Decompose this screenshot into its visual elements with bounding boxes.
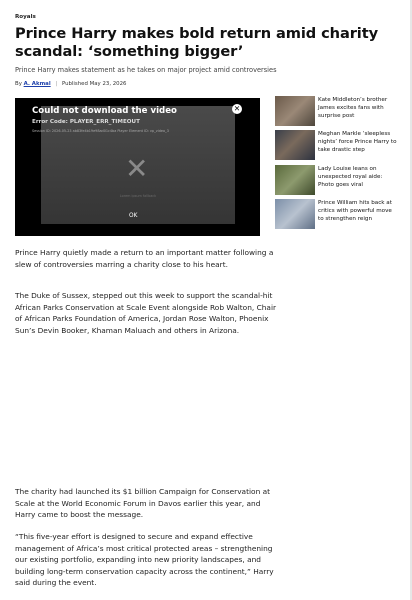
related-story-title[interactable]: Kate Middleton’s brother James excites fans with surprise post: [318, 97, 388, 119]
related-story-title[interactable]: Lady Louise leans on unexpected royal aide: Photo goes viral: [318, 166, 383, 188]
related-story-1[interactable]: [275, 96, 399, 126]
headline: Prince Harry makes bold return amid charity scandal: ‘something bigger’: [15, 25, 378, 60]
related-story-title[interactable]: Meghan Markle ‘sleepless nights’ force Prince Harry to take drastic step: [318, 131, 397, 153]
category-label[interactable]: Royals: [15, 14, 36, 20]
related-story-3[interactable]: [275, 165, 399, 195]
byline-separator: |: [55, 81, 58, 87]
article-paragraph-2: The Duke of Sussex, stepped out this week to support the scandal-hit African Parks Conservation at Scale Event alongside Rob Walton, Chair of African Parks Foundation of America, Jordan Rose Walton, Phoenix Sun’s Devin Booker, Khaman Maluach and others in Arizona.: [15, 291, 277, 335]
faded-overlay-label: Lorem ipsum fallback: [119, 194, 157, 198]
error-title: Could not download the video: [32, 106, 177, 116]
video-player[interactable]: [15, 98, 260, 236]
related-story-thumbnail[interactable]: [275, 130, 315, 160]
article-paragraph-4: “This five-year effort is designed to secure and expand effective management of Africa’s most critical protected areas – strengthening our existing portfolio, expanding into new priority landscapes, and building long-term conservation capacity across the continent,” Harry said during the event.: [15, 532, 274, 588]
related-story-thumbnail[interactable]: [275, 96, 315, 126]
related-story-2[interactable]: [275, 130, 399, 160]
error-code: Error Code: PLAYER_ERR_TIMEOUT: [32, 119, 140, 125]
subheadline: Prince Harry makes statement as he takes on major project amid controversies: [15, 66, 277, 74]
author-link[interactable]: A. Akmal: [23, 81, 51, 87]
byline-prefix: By: [15, 81, 22, 87]
related-story-4[interactable]: [275, 199, 399, 229]
related-story-thumbnail[interactable]: [275, 199, 315, 229]
x-icon: ✕: [125, 152, 149, 185]
related-story-thumbnail[interactable]: [275, 165, 315, 195]
error-session-id: Session ID: 2026-05-23 ab83fe4b19e98ad01c4ba Player Element ID: vp_video_3: [32, 129, 169, 133]
related-story-title[interactable]: Prince William hits back at critics with powerful move to strengthen reign: [318, 200, 392, 222]
published-date: Published May 23, 2026: [61, 81, 127, 87]
article-paragraph-3: The charity had launched its $1 billion Campaign for Conservation at Scale at the World Economic Forum in Davos earlier this year, and Harry came to boost the message.: [15, 487, 271, 520]
byline: [15, 81, 126, 87]
ad-placeholder: [15, 385, 277, 480]
close-icon[interactable]: ✕: [233, 104, 241, 113]
ok-button[interactable]: OK: [129, 213, 138, 219]
article-paragraph-1: Prince Harry quietly made a return to an important matter following a slew of controversies marring a charity close to his heart.: [15, 248, 274, 269]
